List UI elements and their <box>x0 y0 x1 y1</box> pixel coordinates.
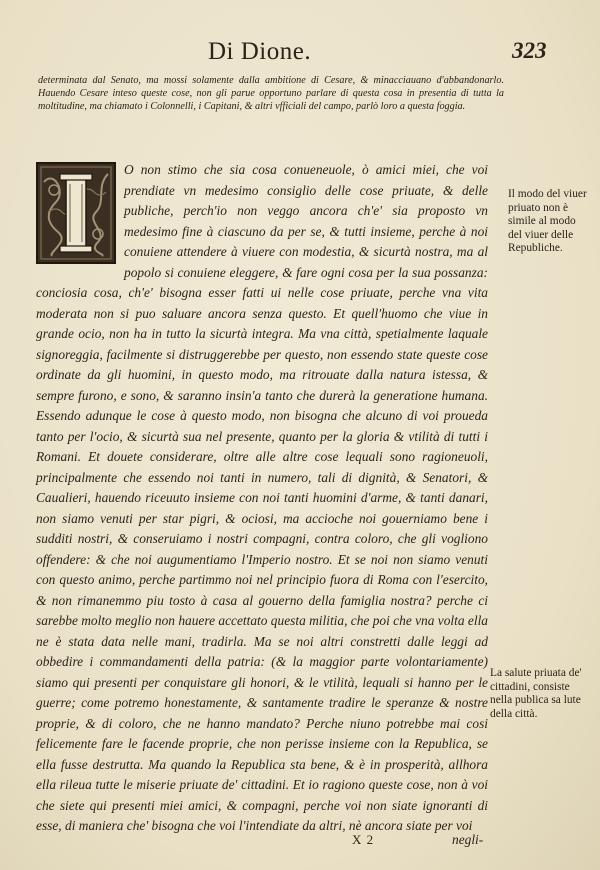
intro-paragraph: determinata dal Senato, ma mossi solamente dalla ambitione di Cesare, & minacciauano d'abbandonarlo. Hauendo Cesare inteso queste cose, non gli parue opportuno parlare di questa cosa in presentia di tutta la moltitudine, ma chiamato i Colonnelli, i Capitani, & altri vfficiali del campo, parlò loro a questa foggia. <box>38 75 504 113</box>
signature-mark: X 2 <box>352 832 375 847</box>
running-head: Di Dione. <box>208 38 312 65</box>
body-text: O non stimo che sia cosa conueneuole, ò amici miei, che voi prendiate vn medesimo consiglio delle cose priuate, & delle publiche, perch'io non veggo ancora ch'e' sia proposto vn medesimo fine à ciascuno da per se, & tutti insieme, perche à noi conuiene attendere à viuere con modestia, & sicurtà nostra, ma al popolo si conuiene eleggere, & fare ogni cosa per la sua possanza: conciosia cosa, ch'e' bisogna esser fatti ui nelle cose priuate, perche vna vita moderata non si puo saluare ancora senza questo. Et quell'huomo che viue in grande ocio, non ha in tutto la sicurtà integra. Ma vna città, spetialmente laquale signoreggia, facilmente si distruggerebbe per questo, non essendo state queste cose ordinate da gli huomini, in questo modo, ma ritrouate dalla natura istessa, & sempre furono, e sono, & saranno insin'a tanto che durerà la generatione humana. Essendo adunque le cose à questo modo, non bisogna che alcuno di voi proueda tanto per l'ocio, & sicurtà sua nel presente, quanto per la gloria & vtilità di tutti i Romani. Et douete considerare, oltre alle altre cose lequali sono ragioneuoli, principalmente che essendo noi tanti in numero, tali di dignità, & Senatori, & Caualieri, hauendo riceuuto insieme con noi tanti huomini d'arme, & tanti danari, non siamo venuti per star pigri, & ociosi, ma accioche noi gouerniamo bene i sudditi nostri, & conseruiamo i nostri compagni, contra coloro, che gli vogliono offendere: & che noi augumentiamo l'Imperio nostro. Et se noi non siamo venuti con questo animo, perche partimmo noi nel principio fuora di Roma con l'esercito, & non rimanemmo piu tosto à casa al gouerno della famiglia nostra? perche ci sarebbe molto meglio non hauere accettato questa militia, che poi che vna volta ella ne è stata data nelle mani, tradirla. Ma se noi altri constretti dalle leggi ad obbedire i commandamenti della patria: (& la maggior parte volontariamente) siamo qui presenti per conquistare gli honori, & le vtilità, lequali si hanno per le guerre; come potremo honestamente, & santamente tradire le speranze & nostre proprie, & di coloro, che ne hanno mandato? Perche niuno potrebbe mai cosi felicemente fare le facende proprie, che non perisse insieme con la Republica, se ella fusse destrutta. Ma quando la Republica sta bene, & è in prosperità, allhora ella rileua tutte le miserie priuate de' cittadini. Et io ragiono queste cose, non à voi che siete qui presenti miei amici, & compagni, perche voi non siate ignoranti di esse, di maniera che' bisogna che voi l'intendiate da altri, nè ancora siate per voi <box>36 162 488 833</box>
main-text-block <box>36 160 488 837</box>
margin-note: La salute priuata de' cittadini, consiste nella publica sa lute della città. <box>490 667 582 720</box>
catchword: negli- <box>452 832 484 847</box>
decorated-initial-i <box>36 162 116 264</box>
page-number: 323 <box>512 38 547 63</box>
margin-note: Il modo del viuer priuato non è simile al modo del viuer delle Republiche. <box>508 188 587 255</box>
